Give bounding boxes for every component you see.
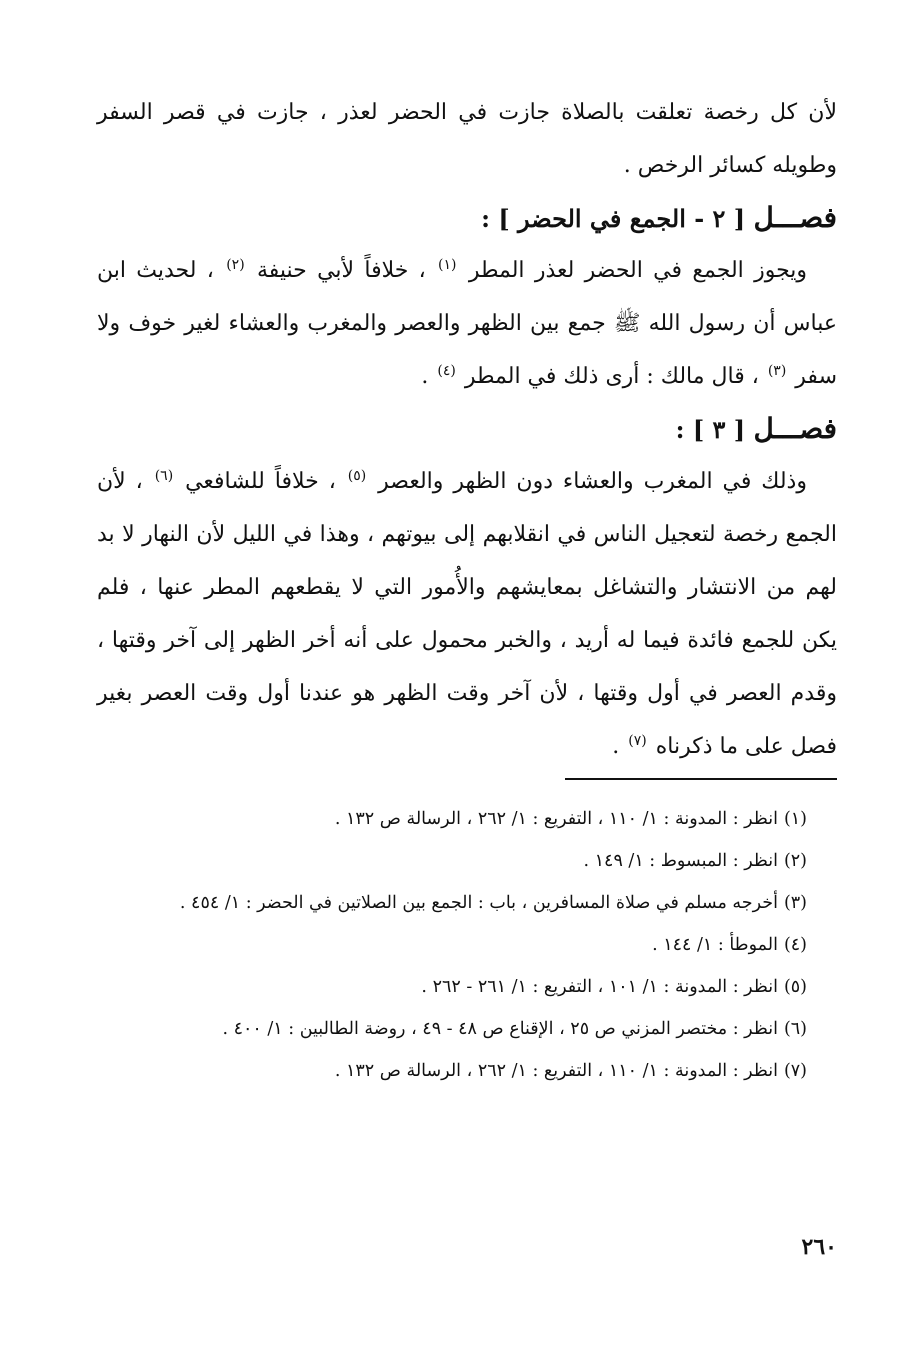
footnote-text: أخرجه مسلم في صلاة المسافرين ، باب : الجمع بين الصلاتين في الحضر : ١/ ٤٥٤ . <box>179 893 778 913</box>
footnote <box>62 1050 837 1092</box>
footnote-number: (٧) <box>783 1061 807 1081</box>
paragraph-3-text-d: . <box>612 734 620 759</box>
paragraph-2-text-b: ، خلافاً لأبي حنيفة <box>256 258 426 283</box>
section-heading-3 <box>97 403 837 455</box>
footnote-text: انظر : المبسوط : ١/ ١٤٩ . <box>583 851 778 871</box>
paragraph-2-text-a: ويجوز الجمع في الحضر لعذر المطر <box>468 258 808 283</box>
footnote-number: (٤) <box>783 935 807 955</box>
section-heading-2 <box>97 192 837 244</box>
section-heading-word: فصـــل <box>753 201 837 234</box>
footnote-ref-7[interactable]: (٧) <box>628 732 647 749</box>
footnote-number: (٦) <box>783 1019 807 1039</box>
footnote-ref-3[interactable]: (٣) <box>767 362 787 379</box>
footnote-number: (٣) <box>783 893 807 913</box>
paragraph-2-text-d: ، قال مالك : أرى ذلك في المطر <box>464 364 759 389</box>
paragraph-3-text-b: ، خلافاً للشافعي <box>185 469 336 494</box>
footnote <box>62 1008 837 1050</box>
footnote-text: انظر : المدونة : ١/ ١٠١ ، التفريع : ١/ ٢٦١ - ٢٦٢ . <box>421 977 778 997</box>
paragraph-3 <box>97 455 837 773</box>
footnote <box>62 924 837 966</box>
footnotes <box>62 798 837 1092</box>
footnote-ref-4[interactable]: (٤) <box>437 362 456 379</box>
footnote-ref-6[interactable]: (٦) <box>154 467 174 484</box>
paragraph-3-text-c: ، لأن الجمع رخصة لتعجيل الناس في انقلابهم إلى بيوتهم ، وهذا في الليل لأن النهار لا بد لهم من الانتشار والتشاغل بمعايشهم والأُمور التي لا يقطعهم المطر عنها ، فلم يكن للجمع فائدة فيما له أريد ، والخبر محمول على أنه أخر الظهر إلى آخر وقتها ، وقدم العصر في أول وقتها ، لأن آخر وقت الظهر هو عندنا أول وقت العصر بغير فصل على ما ذكرناه <box>97 469 837 759</box>
footnote-ref-5[interactable]: (٥) <box>347 467 367 484</box>
paragraph-1: لأن كل رخصة تعلقت بالصلاة جازت في الحضر لعذر ، جازت في قصر السفر وطويله كسائر الرخص . <box>97 100 837 178</box>
footnote-text: انظر : مختصر المزني ص ٢٥ ، الإقناع ص ٤٨ - ٤٩ ، روضة الطالبين : ١/ ٤٠٠ . <box>222 1019 778 1039</box>
paragraph-2-text-c: ، لحديث ابن عباس أن رسول الله ﷺ جمع بين الظهر والعصر والمغرب والعشاء لغير خوف ولا سفر <box>97 258 837 389</box>
footnote-ref-2[interactable]: (٢) <box>226 256 245 273</box>
footnote <box>62 882 837 924</box>
footnote-divider <box>565 778 837 780</box>
footnote-number: (٥) <box>783 977 807 997</box>
footnote-text: الموطأ : ١/ ١٤٤ . <box>652 935 778 955</box>
footnote <box>62 840 837 882</box>
paragraph-2-text-e: . <box>421 364 429 389</box>
footnote-number: (١) <box>783 809 807 829</box>
paragraph-2 <box>97 244 837 403</box>
section-heading-word: فصـــل <box>753 412 837 445</box>
footnote-text: انظر : المدونة : ١/ ١١٠ ، التفريع : ١/ ٢٦٢ ، الرسالة ص ١٣٢ . <box>334 1061 778 1081</box>
footnote <box>62 798 837 840</box>
footnote-text: انظر : المدونة : ١/ ١١٠ ، التفريع : ١/ ٢٦٢ ، الرسالة ص ١٣٢ . <box>334 809 778 829</box>
footnote-ref-1[interactable]: (١) <box>438 256 457 273</box>
paragraph-3-text-a: وذلك في المغرب والعشاء دون الظهر والعصر <box>378 469 807 494</box>
section-heading-title: [ ٢ - الجمع في الحضر ] : <box>481 204 746 233</box>
page-number: ٢٦٠ <box>801 1234 837 1260</box>
footnote-number: (٢) <box>783 851 807 871</box>
footnote <box>62 966 837 1008</box>
main-text <box>97 86 837 773</box>
section-heading-title: [ ٣ ] : <box>675 415 746 444</box>
